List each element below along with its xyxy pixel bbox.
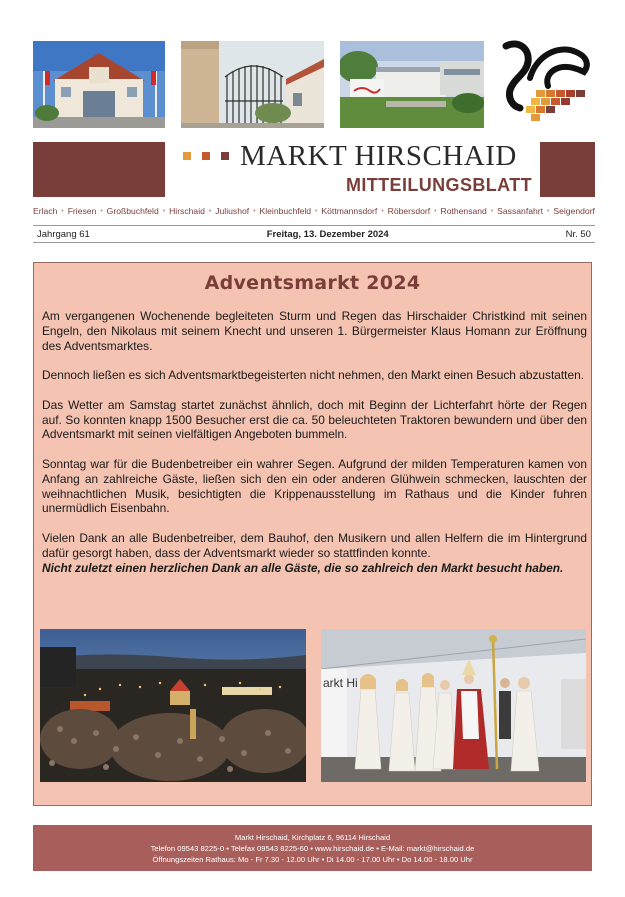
hirschaid-logo (500, 38, 595, 130)
masthead-block-left (33, 142, 165, 197)
issue-number: Nr. 50 (565, 228, 591, 240)
issue-info-row (33, 225, 595, 243)
article-body (42, 309, 587, 575)
sign-text: arkt Hi (323, 676, 358, 690)
village-separator: • (434, 207, 437, 215)
village-name: Erlach (33, 206, 58, 216)
accent-square (183, 152, 191, 160)
village-separator: • (100, 207, 103, 215)
village-name: Friesen (67, 206, 97, 216)
issue-volume: Jahrgang 61 (37, 228, 90, 240)
village-separator: • (381, 207, 384, 215)
village-name: Seigendorf (553, 206, 595, 216)
accent-square (221, 152, 229, 160)
village-name: Großbuchfeld (106, 206, 159, 216)
village-name: Sassanfahrt (497, 206, 544, 216)
article-closing: Nicht zuletzt einen herzlichen Dank an alle Gäste, die so zahlreich den Markt besucht haben. (42, 560, 564, 575)
village-separator: • (162, 207, 166, 215)
village-name: Juliushof (215, 206, 250, 216)
village-separator: • (315, 207, 318, 215)
masthead-block-right (540, 142, 595, 197)
village-separator: • (61, 207, 64, 215)
market-crowd-photo (40, 629, 306, 782)
article-title: Adventsmarkt 2024 (204, 272, 421, 294)
town-hall-photo (33, 41, 165, 128)
village-separator: • (490, 207, 494, 215)
article-paragraph: Am vergangenen Wochenende begleiteten Sturm und Regen das Hirschaider Christkind mit seinen Engeln, den Nikolaus mit seinem Knecht und unseren 1. Bürgermeister Klaus Homann zur Eröffnung des Adventsmarktes. (42, 309, 587, 353)
article-box (33, 262, 592, 806)
village-separator: • (208, 207, 212, 215)
article-paragraph: Sonntag war für die Budenbetreiber ein wahrer Segen. Aufgrund der milden Temperaturen kamen von Anfang an zahlreiche Gäste, ließen sich den ein oder anderen Glühwein schmecken, lauschten der weihnachtlichen Musik, besichtigten die Krippenausstellung im Rathaus und die Kinder fuhren unermüdlich Eisenbahn. (42, 456, 587, 516)
accent-square (202, 152, 210, 160)
village-name: Hirschaid (169, 206, 205, 216)
village-name: Köttmannsdorf (321, 206, 378, 216)
issue-date: Freitag, 13. Dezember 2024 (266, 228, 389, 240)
christkind-angels-photo (321, 629, 586, 782)
footer-opening-hours: Öffnungszeiten Rathaus: Mo - Fr 7.30 - 12.00 Uhr • Di 14.00 - 17.00 Uhr • Do 14.00 - 18.00 Uhr (152, 855, 473, 864)
village-list (33, 206, 595, 216)
gate-photo (181, 41, 324, 128)
footer-contact (33, 825, 592, 871)
footer-address: Markt Hirschaid, Kirchplatz 6, 96114 Hirschaid (234, 833, 391, 842)
article-paragraph: Das Wetter am Samstag startet zunächst ähnlich, doch mit Beginn der Lichterfahrt hörte der Regen auf. So konnten knapp 1500 Besucher erst die ca. 50 beleuchteten Traktoren bewundern und über den Adventsmarkt mit seinen vielfältigen Angeboten bummeln. (42, 397, 587, 442)
village-separator: • (546, 207, 550, 215)
school-building-photo (340, 41, 484, 128)
village-separator: • (253, 207, 256, 215)
masthead-title: MARKT HIRSCHAID (240, 140, 517, 172)
village-name: Rothensand (440, 206, 487, 216)
village-name: Röbersdorf (387, 206, 431, 216)
article-paragraph: Vielen Dank an alle Budenbetreiber, dem Bauhof, den Musikern und allen Helfern die im Hintergrund dafür gesorgt haben, dass der Adventsmarkt wieder so stattfinden konnte. (42, 530, 587, 560)
footer-contact-line: Telefon 09543 8225-0 • Telefax 09543 8225-60 • www.hirschaid.de • E-Mail: markt@hirschaid.de (150, 844, 475, 853)
masthead-subtitle: MITTEILUNGSBLATT (345, 175, 532, 195)
village-name: Kleinbuchfeld (259, 206, 312, 216)
article-paragraph: Dennoch ließen es sich Adventsmarktbegeisterten nicht nehmen, den Markt einen Besuch abzustatten. (42, 368, 584, 383)
